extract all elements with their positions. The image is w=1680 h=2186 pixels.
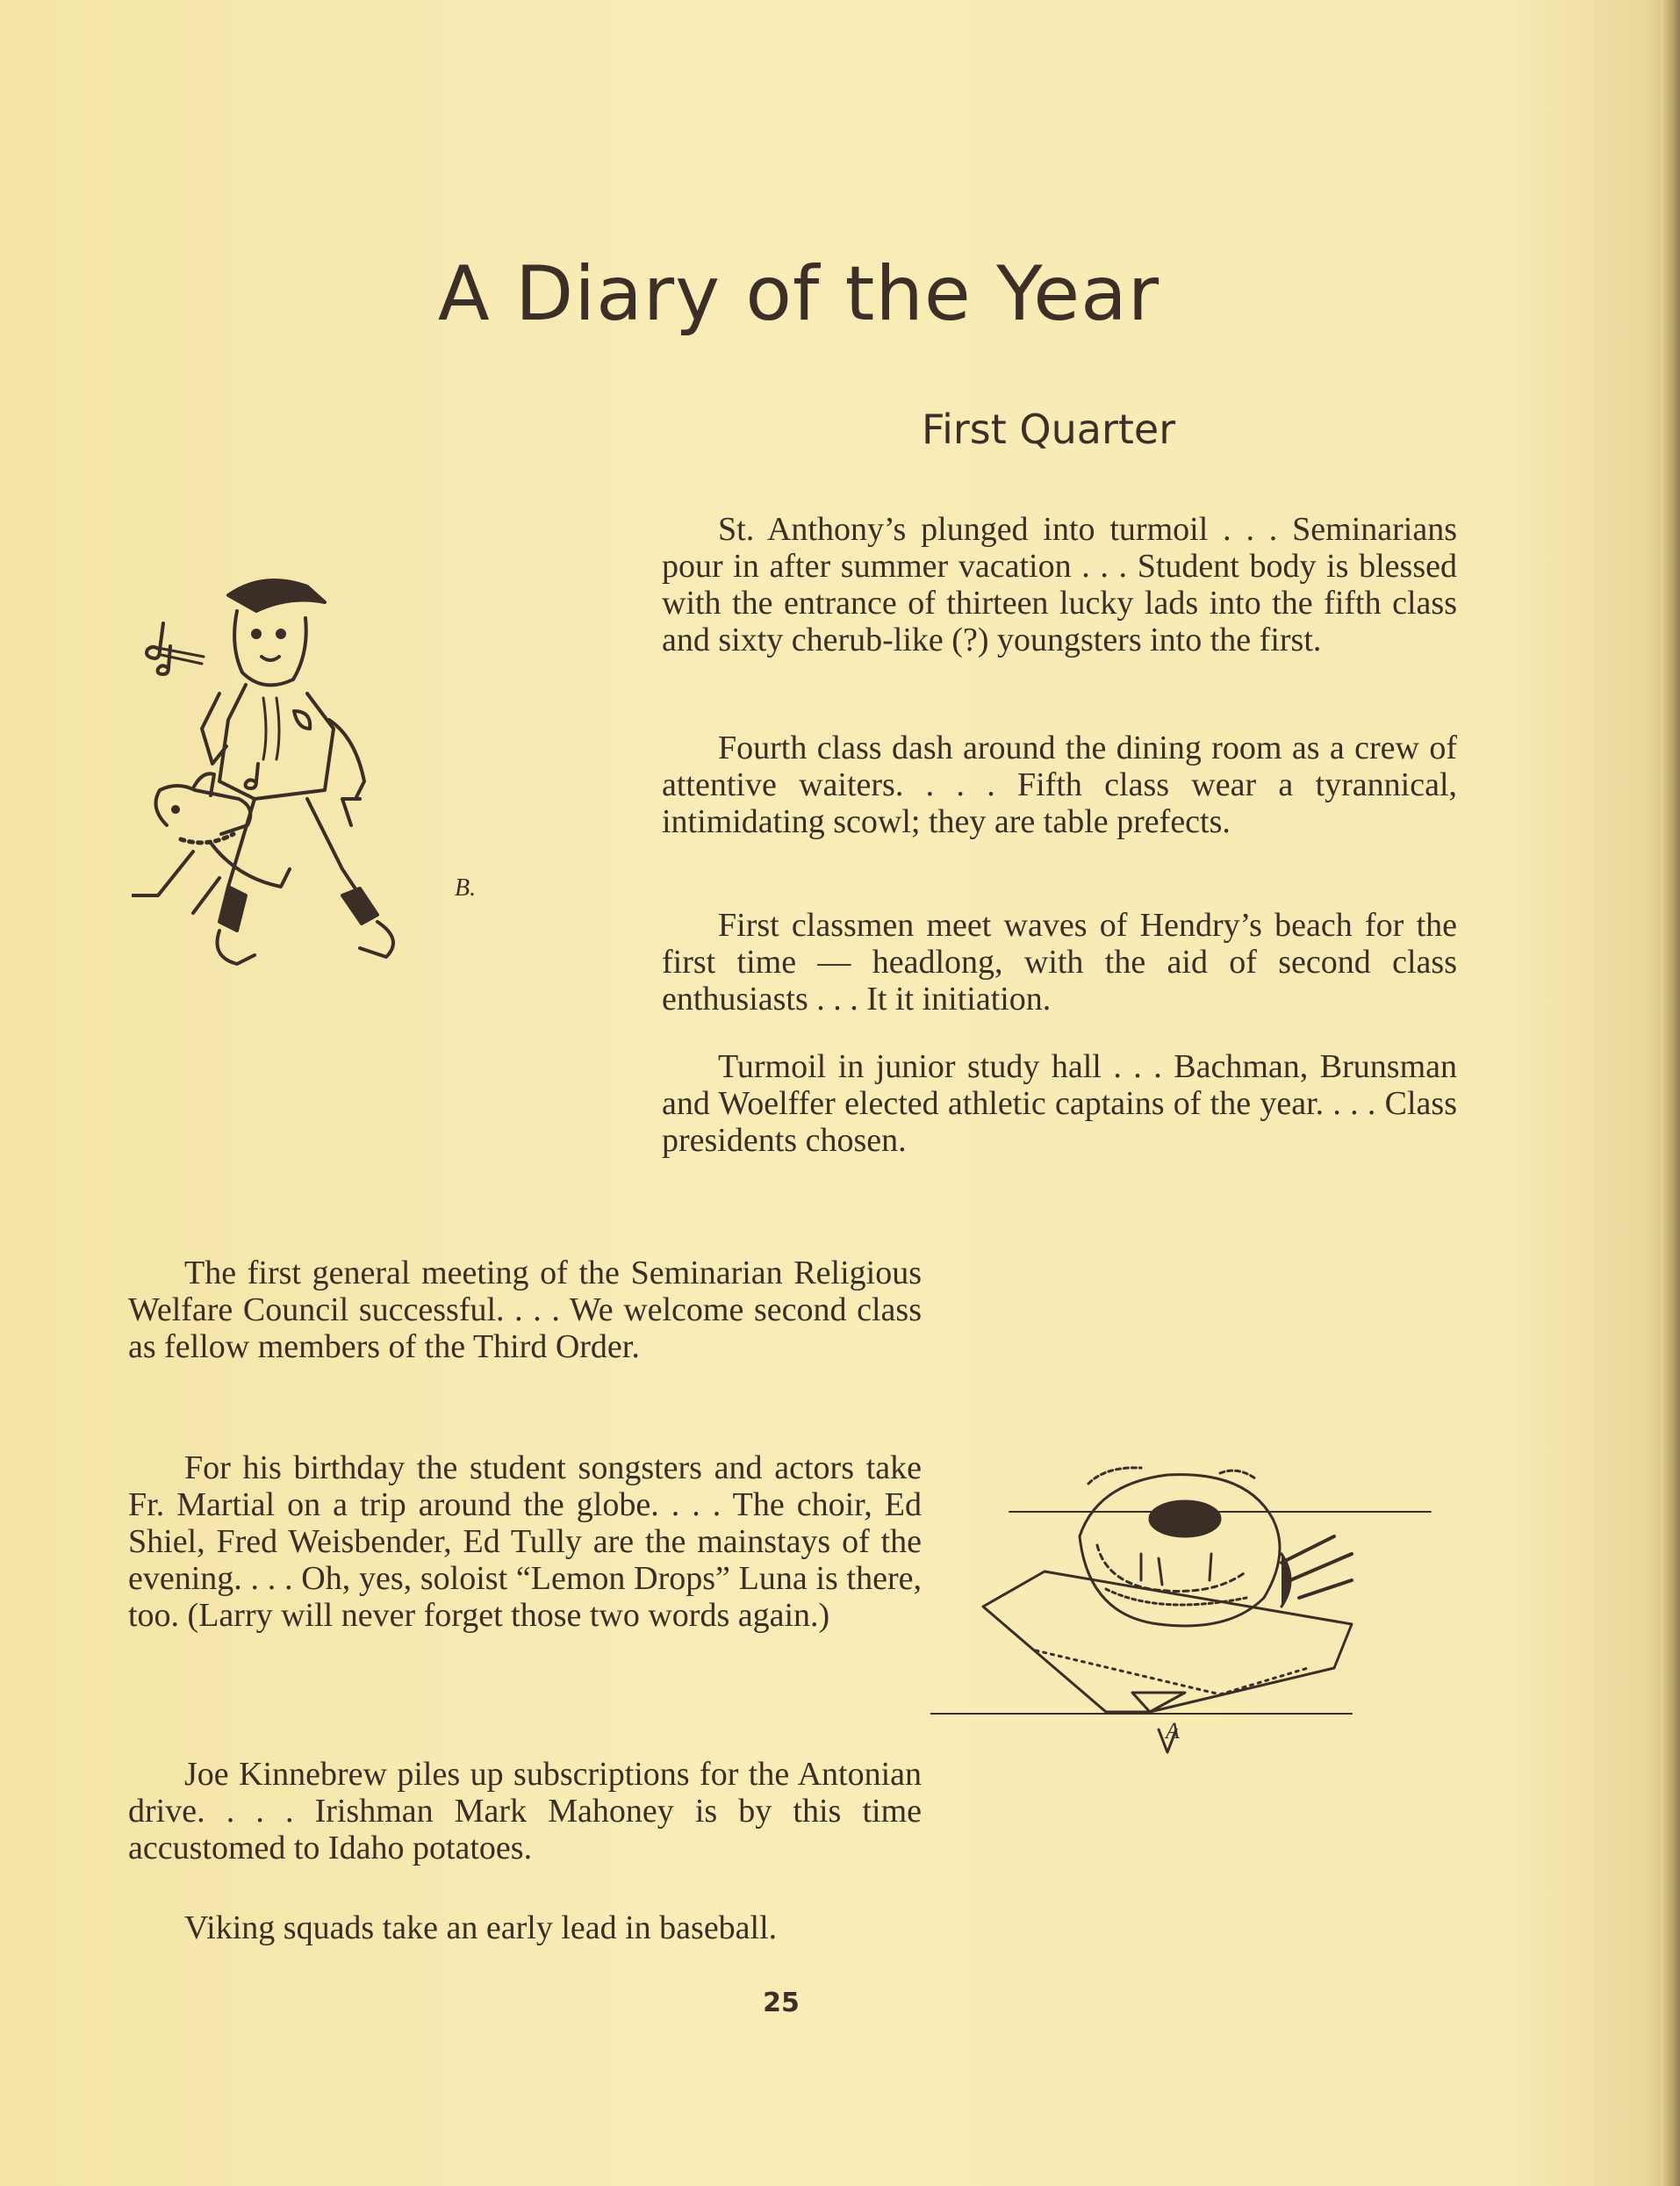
baseball-plate-illustration [930,1449,1439,1782]
diary-paragraph-7: Joe Kinnebrew piles up subscriptions for the Antonian drive. . . . Irishman Mark Mahoney is by this time accustomed to Idaho potatoes. [128,1756,922,1866]
section-subtitle: First Quarter [922,406,1176,453]
page-title: A Diary of the Year [437,250,1160,338]
diary-paragraph-4: Turmoil in junior study hall . . . Bachman, Brunsman and Woelffer elected athletic captains of the year. . . . Class presidents chosen. [662,1048,1457,1159]
music-notes-icon [147,623,258,788]
diary-paragraph-6: For his birthday the student songsters and actors take Fr. Martial on a trip around the globe. . . . The choir, Ed Shiel, Fred Weisbender, Ed Tully are the mainstays of the evening. . . . Oh, yes, soloist “Lemon Drops” Luna is there, too. (Larry will never forget those two words again.) [128,1449,922,1634]
cloud-of-dust [1080,1468,1352,1626]
plate-letter: A [1166,1718,1180,1744]
diary-paragraph-5: The first general meeting of the Seminarian Religious Welfare Council successful. . . . We welcome second class as fellow members of the Third Order. [128,1255,922,1365]
page-number: 25 [763,1988,800,2018]
diary-paragraph-8: Viking squads take an early lead in baseball. [184,1909,778,1946]
boy-and-dog-illustration [132,562,500,1001]
diary-paragraph-3: First classmen meet waves of Hendry’s beach for the first time — headlong, with the aid of second class enthusiasts . . . It it initiation. [662,907,1457,1017]
page-binding-edge [1661,0,1680,2186]
diary-paragraph-1: St. Anthony’s plunged into turmoil . . . Seminarians pour in after summer vacation . . . Student body is blessed with the entrance of thirteen lucky lads into the fifth class and sixty cherub-like (?) youngsters into the first. [662,511,1457,658]
diary-paragraph-2: Fourth class dash around the dining room as a crew of attentive waiters. . . . Fifth class wear a tyrannical, intimidating scowl; they are table prefects. [662,730,1457,840]
dog-figure [132,773,290,913]
boy-figure [202,580,393,964]
illustrator-signature: B. [455,874,477,902]
